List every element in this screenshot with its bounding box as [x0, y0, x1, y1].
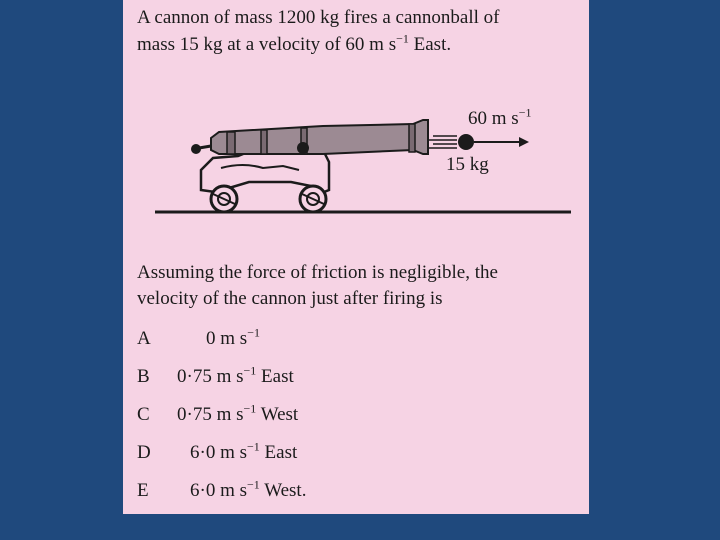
question-card [123, 0, 589, 514]
wheel-rear [300, 186, 326, 212]
option-value: 6·0 m $s^{-1}$ West. [190, 477, 307, 501]
option-value: 0·75 m $s^{-1}$ East [177, 363, 294, 387]
cannon-barrel [211, 120, 428, 154]
option-letter: D [137, 442, 151, 463]
question-line-2-direction: East. [408, 34, 452, 55]
option-c[interactable] [137, 402, 577, 428]
ball-mass-label: 15 kg [446, 154, 489, 175]
prompt-text [137, 260, 587, 312]
option-d[interactable] [137, 440, 577, 466]
question-text [137, 4, 587, 58]
cannonball [458, 134, 474, 150]
question-line-2-text: mass 15 kg at a velocity of 60 m s [137, 34, 397, 55]
unit-exponent: −1 [396, 31, 409, 46]
cascabel-knob [191, 144, 201, 154]
option-a[interactable] [137, 326, 577, 352]
prompt-line-1: Assuming the force of friction is negligible, the [137, 262, 498, 283]
option-e[interactable] [137, 478, 577, 504]
option-value: 0 m $s^{-1}$ [206, 325, 260, 349]
option-letter: A [137, 328, 151, 349]
velocity-arrow-head [519, 137, 529, 147]
option-letter: C [137, 404, 150, 425]
option-letter: B [137, 366, 150, 387]
trunnion [297, 142, 309, 154]
option-value: 6·0 m $s^{-1}$ East [190, 439, 298, 463]
option-b[interactable] [137, 364, 577, 390]
motion-lines [429, 136, 457, 148]
option-value: 0·75 m $s^{-1}$ West [177, 401, 299, 425]
option-letter: E [137, 480, 149, 501]
prompt-line-2: velocity of the cannon just after firing is [137, 288, 443, 309]
wheel-front [211, 186, 237, 212]
question-line-2 [137, 31, 587, 58]
cannon-figure [123, 96, 589, 226]
velocity-label: 60 m $s^{-1}$ [468, 105, 532, 129]
question-line-1: A cannon of mass 1200 kg fires a cannonball of [137, 7, 500, 28]
